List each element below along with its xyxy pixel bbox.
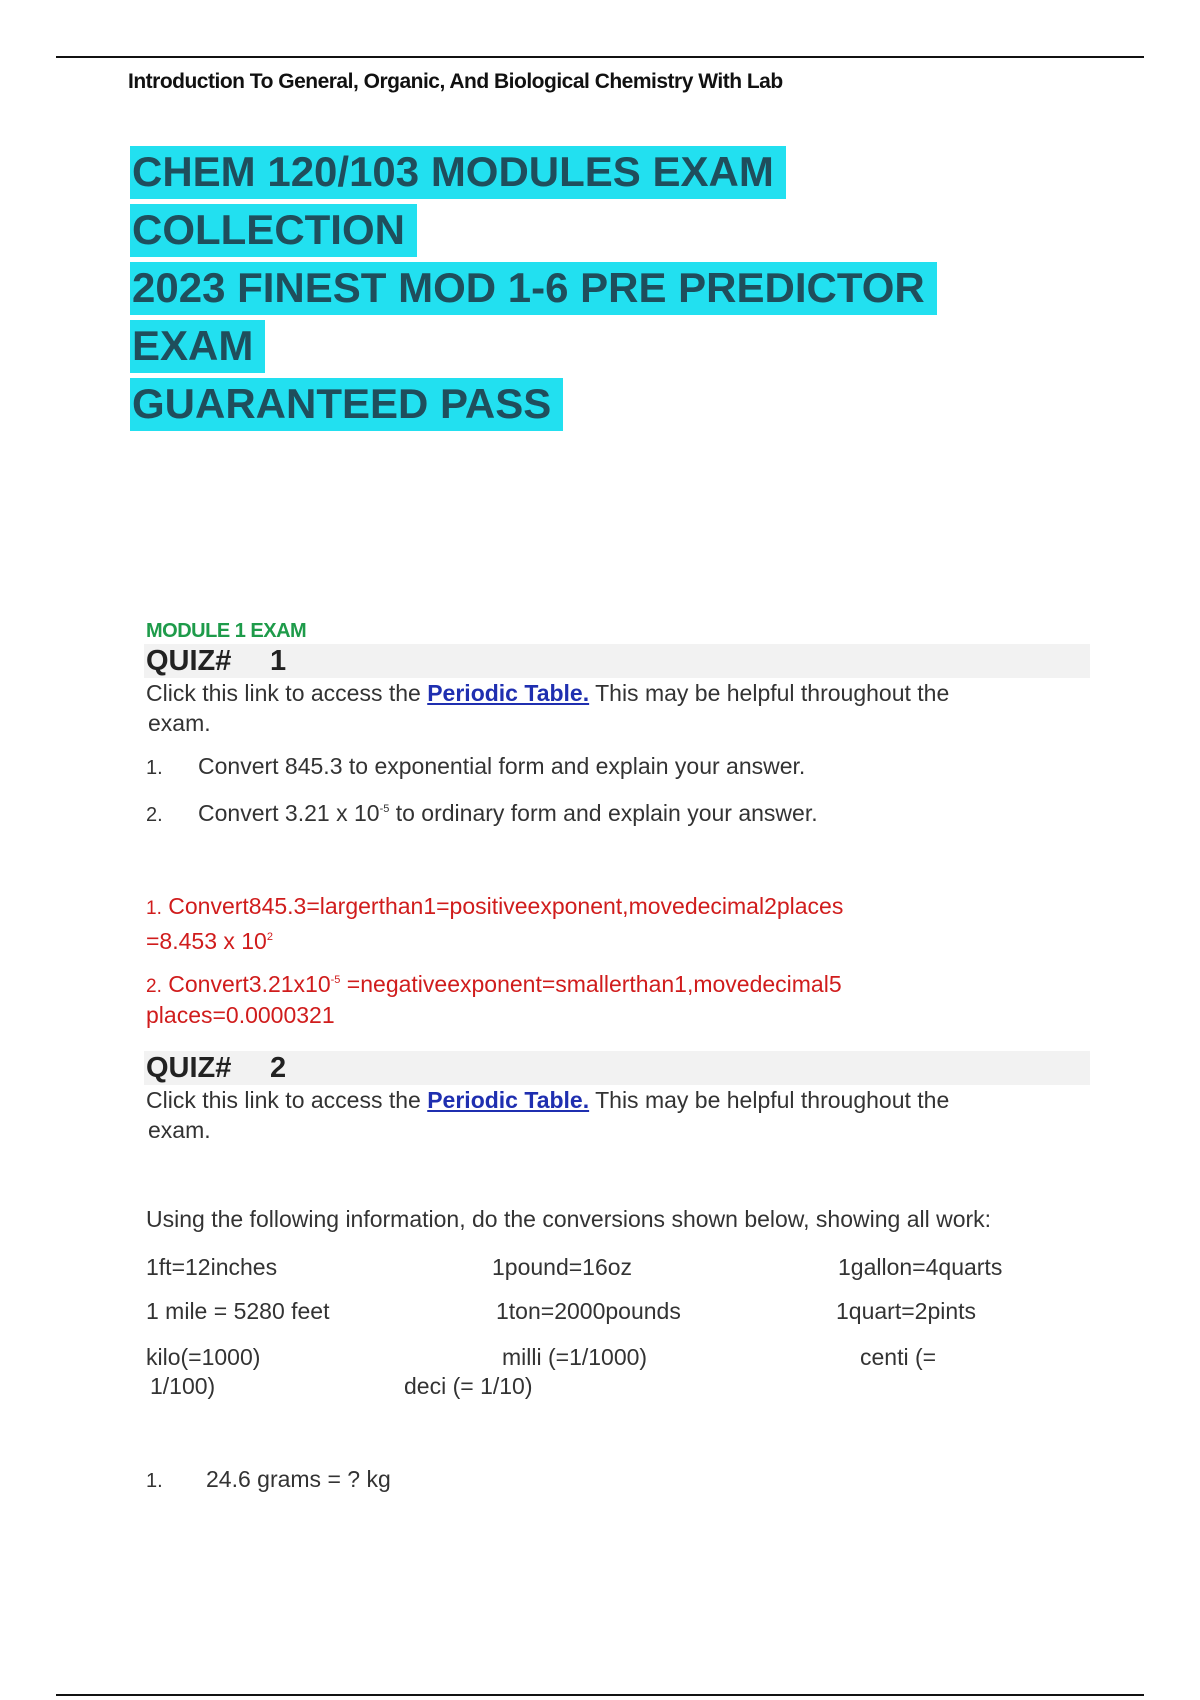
title-line-2: 2023 FINEST MOD 1-6 PRE PREDICTOR EXAM bbox=[130, 262, 937, 373]
answer-number: 1. bbox=[146, 898, 162, 919]
conversion-quart: 1quart=2pints bbox=[836, 1298, 977, 1324]
question-text-after: to ordinary form and explain your answer. bbox=[389, 800, 818, 826]
quiz-number: 2 bbox=[270, 1052, 287, 1084]
exponent: -5 bbox=[379, 803, 390, 815]
quiz-2-question-1 bbox=[146, 1466, 391, 1493]
answer-line-2: places=0.0000321 bbox=[146, 1002, 335, 1028]
question-number: 1. bbox=[146, 1470, 163, 1492]
module-label: MODULE 1 EXAM bbox=[146, 620, 307, 642]
answer-line-2: =8.453 x 10 bbox=[146, 928, 267, 954]
conversion-milli: milli (=1/1000) bbox=[502, 1344, 648, 1370]
bottom-rule bbox=[56, 1694, 1144, 1696]
conversion-gallon: 1gallon=4quarts bbox=[838, 1254, 1003, 1280]
conversion-pound: 1pound=16oz bbox=[492, 1254, 633, 1280]
conversion-ft: 1ft=12inches bbox=[146, 1254, 278, 1280]
quiz-label: QUIZ# bbox=[146, 1052, 232, 1084]
conversion-ton: 1ton=2000pounds bbox=[496, 1298, 681, 1324]
exponent: -5 bbox=[330, 974, 341, 986]
conversion-kilo: kilo(=1000) bbox=[146, 1344, 261, 1370]
title-line-3: GUARANTEED PASS bbox=[130, 378, 563, 431]
intro-text-after: This may be helpful throughout the bbox=[589, 1087, 950, 1113]
quiz-1-answer-1 bbox=[146, 892, 1046, 956]
answer-line-1: Convert3.21x10 bbox=[161, 971, 331, 997]
periodic-table-link[interactable]: Periodic Table. bbox=[427, 1087, 590, 1113]
quiz-1-answer-2 bbox=[146, 966, 1046, 1030]
quiz-2-heading bbox=[144, 1051, 1090, 1085]
quiz-1-question-1 bbox=[146, 753, 805, 780]
top-rule bbox=[56, 56, 1144, 58]
question-text: Convert 3.21 x 10 bbox=[198, 800, 380, 826]
question-number: 1. bbox=[146, 757, 163, 779]
course-header: Introduction To General, Organic, And Biological Chemistry With Lab bbox=[128, 70, 783, 93]
quiz-2-intro bbox=[146, 1085, 1096, 1145]
conversion-instructions: Using the following information, do the conversions shown below, showing all work: bbox=[146, 1206, 992, 1232]
quiz-1-heading bbox=[144, 644, 1090, 678]
question-text: Convert 845.3 to exponential form and explain your answer. bbox=[198, 753, 806, 779]
question-text: 24.6 grams = ? kg bbox=[206, 1466, 391, 1492]
conversion-centi-cont: 1/100) bbox=[150, 1373, 216, 1399]
quiz-label: QUIZ# bbox=[146, 645, 232, 677]
intro-continuation: exam. bbox=[148, 1117, 211, 1143]
periodic-table-link[interactable]: Periodic Table. bbox=[427, 680, 590, 706]
answer-number: 2. bbox=[146, 976, 162, 997]
conversion-centi: centi (= bbox=[860, 1344, 937, 1370]
document-title bbox=[130, 143, 1050, 433]
quiz-number: 1 bbox=[270, 645, 287, 677]
answer-line-1: Convert845.3=largerthan1=positiveexponent,movedecimal2places bbox=[161, 893, 844, 919]
intro-text: Click this link to access the bbox=[146, 1087, 428, 1113]
quiz-1-intro bbox=[146, 678, 1096, 738]
conversion-mile: 1 mile = 5280 feet bbox=[146, 1298, 330, 1324]
quiz-1-question-2 bbox=[146, 800, 818, 827]
title-line-1: CHEM 120/103 MODULES EXAM COLLECTION bbox=[130, 146, 786, 257]
intro-text: Click this link to access the bbox=[146, 680, 428, 706]
conversion-deci: deci (= 1/10) bbox=[404, 1373, 533, 1399]
intro-text-after: This may be helpful throughout the bbox=[589, 680, 950, 706]
exponent: 2 bbox=[266, 931, 273, 943]
intro-continuation: exam. bbox=[148, 710, 211, 736]
answer-line-1-after: =negativeexponent=smallerthan1,movedecimal5 bbox=[340, 971, 842, 997]
question-number: 2. bbox=[146, 804, 163, 826]
